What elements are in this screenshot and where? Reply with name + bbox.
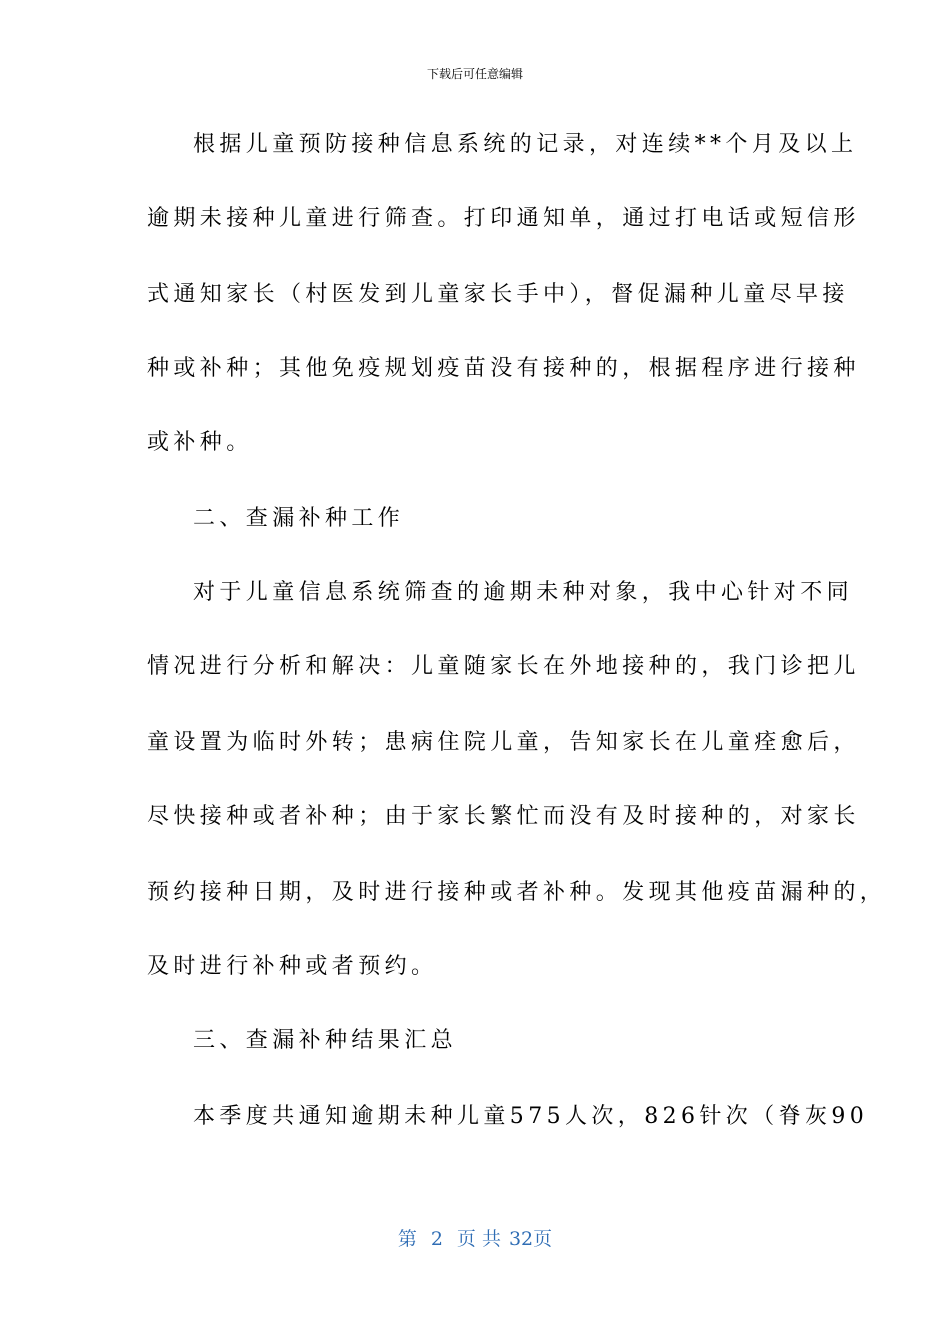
text-line: 对于儿童信息系统筛查的逾期未种对象，我中心针对不同 xyxy=(193,580,854,605)
footer-suffix: 页 xyxy=(533,1228,553,1250)
text-line: 逾期未接种儿童进行筛查。打印通知单，通过打电话或短信形 xyxy=(147,206,860,231)
page-header: 下载后可任意编辑 xyxy=(426,67,523,81)
text-line: 本季度共通知逾期未种儿童575人次，826针次（脊灰90 xyxy=(193,1104,869,1129)
footer-page-number: 2 xyxy=(430,1228,443,1250)
text-line: 式通知家长（村医发到儿童家长手中），督促漏种儿童尽早接 xyxy=(147,282,849,307)
page-footer xyxy=(0,1227,950,1251)
text-line: 尽快接种或者补种；由于家长繁忙而没有及时接种的，对家长 xyxy=(147,804,860,829)
text-line: 或补种。 xyxy=(147,430,253,455)
footer-prefix: 第 xyxy=(397,1228,417,1250)
footer-middle: 页 共 xyxy=(456,1228,501,1250)
text-line: 根据儿童预防接种信息系统的记录，对连续**个月及以上 xyxy=(193,132,858,157)
text-line: 及时进行补种或者预约。 xyxy=(147,954,438,979)
text-line: 情况进行分析和解决：儿童随家长在外地接种的，我门诊把儿 xyxy=(147,654,860,679)
section-heading: 二、查漏补种工作 xyxy=(193,506,405,531)
text-line: 种或补种；其他免疫规划疫苗没有接种的，根据程序进行接种 xyxy=(147,356,860,381)
section-heading: 三、查漏补种结果汇总 xyxy=(193,1028,458,1053)
text-line: 童设置为临时外转；患病住院儿童，告知家长在儿童痊愈后， xyxy=(147,730,860,755)
text-line: 预约接种日期，及时进行接种或者补种。发现其他疫苗漏种的， xyxy=(147,880,887,905)
footer-total-pages: 32 xyxy=(508,1228,534,1250)
